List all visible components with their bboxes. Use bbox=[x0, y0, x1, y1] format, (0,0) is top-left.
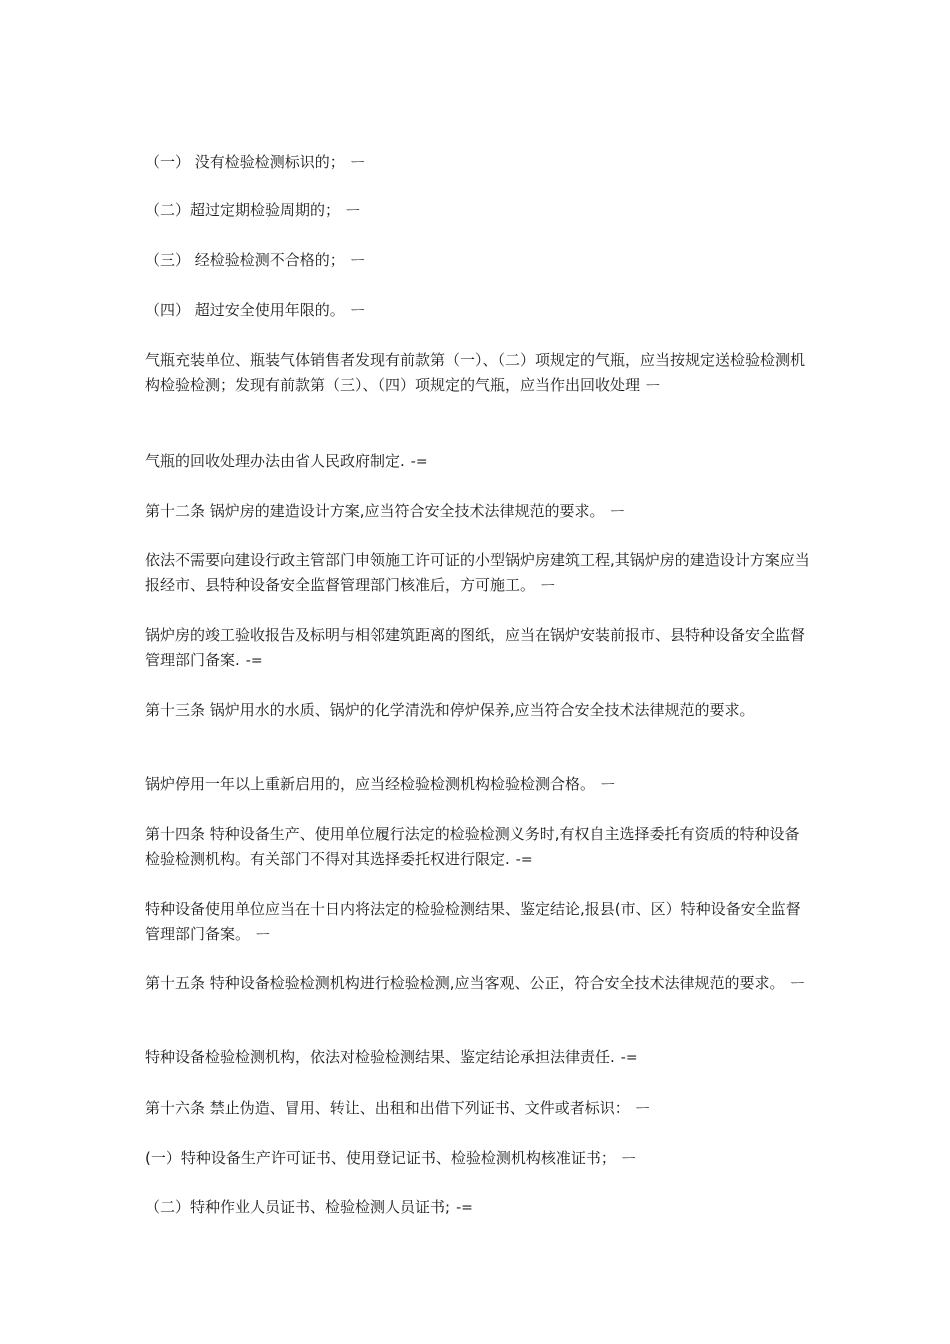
paragraph-1 bbox=[145, 150, 810, 176]
paragraph-text: （一） 没有检验检测标识的； bbox=[145, 153, 345, 171]
paragraph-text: 第十三条 锅炉用水的水质、锅炉的化学清洗和停炉保养,应当符合安全技术法律规范的要求。 bbox=[145, 701, 755, 719]
paragraph-text: 气瓶的回收处理办法由省人民政府制定. bbox=[145, 452, 405, 470]
paragraph-mark-icon: ᅳ bbox=[541, 578, 555, 594]
paragraph-text: (一）特种设备生产许可证书、使用登记证书、检验检测机构核准证书； bbox=[145, 1149, 616, 1167]
paragraph-text: 第十六条 禁止伪造、冒用、转让、出租和出借下列证书、文件或者标识： bbox=[145, 1099, 630, 1117]
paragraph-text: （四） 超过安全使用年限的。 bbox=[145, 301, 345, 319]
paragraph-mark-icon: ᅳ bbox=[350, 155, 365, 171]
paragraph-mark-icon: ᅳ bbox=[610, 504, 625, 520]
paragraph-mark-icon: ᅳ bbox=[256, 927, 270, 943]
paragraph-mark-icon: ᅳ bbox=[790, 976, 805, 992]
paragraph-16 bbox=[145, 1096, 810, 1122]
paragraph-mark-icon: ᅳ bbox=[346, 203, 360, 219]
paragraph-mark-icon: ᅳ bbox=[350, 303, 365, 319]
paragraph-13 bbox=[145, 897, 810, 948]
paragraph-text: 第十二条 锅炉房的建造设计方案,应当符合安全技术法律规范的要求。 bbox=[145, 502, 605, 520]
paragraph-15 bbox=[145, 1045, 810, 1071]
paragraph-14 bbox=[145, 971, 810, 997]
paragraph-11 bbox=[145, 772, 810, 798]
paragraph-mark-icon: ᅳ bbox=[601, 777, 615, 793]
paragraph-text: （二）超过定期检验周期的； bbox=[145, 201, 341, 219]
paragraph-mark-icon: -= bbox=[410, 454, 428, 470]
paragraph-text: （三） 经检验检测不合格的； bbox=[145, 251, 345, 269]
paragraph-8 bbox=[145, 548, 810, 599]
paragraph-12 bbox=[145, 822, 810, 873]
paragraph-mark-icon: -= bbox=[620, 1050, 638, 1066]
paragraph-9 bbox=[145, 623, 810, 674]
paragraph-18 bbox=[145, 1195, 810, 1221]
paragraph-mark-icon: ᅳ bbox=[350, 253, 365, 269]
paragraph-7 bbox=[145, 499, 810, 525]
paragraph-17 bbox=[145, 1146, 810, 1172]
paragraph-4 bbox=[145, 298, 810, 324]
paragraph-text: （二）特种作业人员证书、检验检测人员证书; bbox=[145, 1198, 451, 1216]
paragraph-text: 气瓶充装单位、瓶装气体销售者发现有前款第（一）、（二）项规定的气瓶，应当按规定送检验检测机构检验检测；发现有前款第（三）、（四）项规定的气瓶，应当作出回收处理 bbox=[145, 351, 806, 394]
paragraph-mark-icon: ᅳ bbox=[646, 378, 660, 394]
paragraph-text: 第十五条 特种设备检验检测机构进行检验检测,应当客观、公正，符合安全技术法律规范的要求。 bbox=[145, 974, 785, 992]
paragraph-text: 特种设备使用单位应当在十日内将法定的检验检测结果、鉴定结论,报县(市、区）特种设备安全监督管理部门备案。 bbox=[145, 900, 801, 943]
paragraph-mark-icon: ᅳ bbox=[621, 1151, 636, 1167]
paragraph-mark-icon: -= bbox=[456, 1200, 473, 1216]
paragraph-10 bbox=[145, 698, 810, 723]
paragraph-text: 锅炉房的竣工验收报告及标明与相邻建筑距离的图纸，应当在锅炉安装前报市、县特种设备安全监督管理部门备案. bbox=[145, 626, 806, 669]
paragraph-mark-icon: -= bbox=[515, 852, 533, 868]
paragraph-text: 第十四条 特种设备生产、使用单位履行法定的检验检测义务时,有权自主选择委托有资质的特种设备检验检测机构。有关部门不得对其选择委托权进行限定. bbox=[145, 825, 800, 868]
paragraph-2 bbox=[145, 198, 810, 224]
paragraph-3 bbox=[145, 248, 810, 274]
paragraph-mark-icon: ᅳ bbox=[635, 1101, 650, 1117]
paragraph-text: 锅炉停用一年以上重新启用的，应当经检验检测机构检验检测合格。 bbox=[145, 775, 596, 793]
paragraph-6 bbox=[145, 449, 810, 475]
paragraph-mark-icon: -= bbox=[245, 653, 263, 669]
paragraph-text: 依法不需要向建设行政主管部门申领施工许可证的小型锅炉房建筑工程,其锅炉房的建造设计方案应当报经市、县特种设备安全监督管理部门核准后，方可施工。 bbox=[145, 551, 810, 594]
paragraph-text: 特种设备检验检测机构，依法对检验检测结果、鉴定结论承担法律责任. bbox=[145, 1048, 615, 1066]
paragraph-5 bbox=[145, 348, 810, 399]
